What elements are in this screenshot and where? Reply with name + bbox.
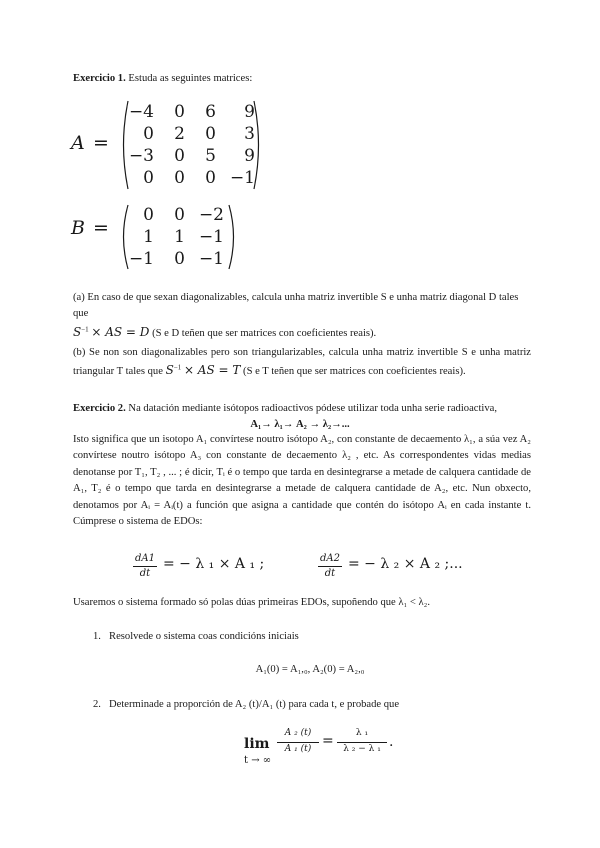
ex1-intro: Estuda as seguintes matrices: xyxy=(128,73,253,84)
part-a-formula-s: S xyxy=(73,324,82,339)
limit-period: . xyxy=(389,734,394,750)
part-a-text: En caso de que sexan diagonalizables, calcula unha matriz invertible S e unha matriz diagonal D tales que xyxy=(73,292,519,320)
matrix-b-cell: 0 xyxy=(174,249,185,269)
ex1-heading xyxy=(73,71,533,87)
matrix-a-symbol: A xyxy=(71,132,85,154)
limit-result-bar xyxy=(337,742,387,743)
limit-result-numerator: λ ₁ xyxy=(355,728,369,738)
matrix-b-equals: = xyxy=(93,217,109,239)
part-b-label: (b) xyxy=(73,347,86,358)
ex1-part-a xyxy=(73,290,531,342)
matrix-b-symbol: B xyxy=(71,217,85,239)
matrix-b-cell: −1 xyxy=(128,249,154,269)
ex1-part-b xyxy=(73,345,531,381)
ode1-numerator: dA1 xyxy=(135,553,155,564)
ex2-heading xyxy=(73,401,533,417)
limit-lim: lim xyxy=(244,736,270,752)
ode2-denominator: dt xyxy=(324,568,336,579)
part-a-label: (a) xyxy=(73,292,85,303)
matrix-b-right-paren xyxy=(227,203,239,271)
matrix-b-cell: 1 xyxy=(143,227,154,247)
ode2-fraction-bar xyxy=(318,566,342,567)
ode-system xyxy=(133,553,473,585)
ode2-numerator: dA2 xyxy=(320,553,340,564)
decay-chain: A₁→ λ₁→ A₂ → λ₂→... xyxy=(250,419,350,430)
matrix-b-cell: −1 xyxy=(198,227,224,247)
matrix-a-equals: = xyxy=(93,132,109,154)
matrix-a-cell: 5 xyxy=(205,146,216,166)
part-b-formula-s: S xyxy=(165,363,174,378)
matrix-a-cell: 3 xyxy=(244,124,255,144)
ex2-paragraph: Isto significa que un isotopo A₁ convírtese noutro isótopo A₂, con constante de decaemento λ₁, a súa vez A₂ convírtese noutro isótopo A₃ con constante de decaemento λ₂ , etc. As correspondentes vidas medias denotanse por T₁, T₂ , ... ; é dicir, Tᵢ é o tempo que tarda en desintegrarse a metade de calquera cantidade de A₁, T₂ é o tempo que tarda en desintegrarse a metade de calquera cantidade de A₂, etc. Nun obxecto, denotamos por Aᵢ = Aᵢ(t) a función que asigna a cantidade que contén do isótopo Aᵢ en cada instante t. Cúmprese o sistema de EDOs: xyxy=(73,434,531,528)
part-a-formula-sup: −1 xyxy=(81,325,89,334)
limit-formula xyxy=(244,728,404,772)
part-a-note: (S e D teñen que ser matrices con coeficientes reais). xyxy=(152,327,377,339)
matrix-a-cell: 0 xyxy=(143,124,154,144)
limit-numerator: A ₂ (t) xyxy=(284,728,312,738)
matrix-b-cell: 0 xyxy=(143,205,154,225)
matrix-a-cell: 0 xyxy=(205,168,216,188)
matrix-a-cell: −1 xyxy=(229,168,255,188)
item1-text: Resolvede o sistema coas condicións iniciais xyxy=(109,631,299,642)
matrix-a-cell: 0 xyxy=(174,168,185,188)
part-b-note: (S e T teñen que ser matrices con coeficientes reais). xyxy=(243,366,466,378)
limit-subscript: t → ∞ xyxy=(244,755,272,766)
ex2-label: Exercicio 2. xyxy=(73,403,126,414)
matrix-a-right-paren xyxy=(252,99,264,191)
part-b-text: Se non son diagonalizables pero son triangularizables, calcula unha matriz invertible S e unha matriz triangular T tales que xyxy=(73,347,531,378)
ode2-rhs: = − λ ₂ × A ₂ ;... xyxy=(348,556,463,572)
part-a-formula-rest: × AS = D xyxy=(91,324,150,339)
ode1-denominator: dt xyxy=(139,568,151,579)
matrix-a-cell: 0 xyxy=(174,102,185,122)
part-b-formula-sup: −1 xyxy=(173,363,182,372)
matrix-a-cell: 0 xyxy=(174,146,185,166)
matrix-a-entries xyxy=(128,102,255,190)
matrix-a-cell: 2 xyxy=(174,124,185,144)
matrix-a-cell: 0 xyxy=(143,168,154,188)
matrix-b-cell: −1 xyxy=(198,249,224,269)
matrix-a-cell: −3 xyxy=(128,146,154,166)
limit-denominator: A ₁ (t) xyxy=(284,744,312,754)
ode1-fraction-bar xyxy=(133,566,157,567)
matrix-b-cell: −2 xyxy=(198,205,224,225)
ode1-rhs: = − λ ₁ × A ₁ ; xyxy=(163,556,265,572)
matrix-a-cell: −4 xyxy=(128,102,154,122)
limit-equals: = xyxy=(322,733,334,749)
matrix-a-cell: 9 xyxy=(244,146,255,166)
matrix-b-entries xyxy=(128,205,224,271)
matrix-a-cell: 6 xyxy=(205,102,216,122)
matrix-b-cell: 1 xyxy=(174,227,185,247)
ex1-label: Exercicio 1. xyxy=(73,73,126,84)
ex2-intro: Na datación mediante isótopos radioactivos pódese utilizar toda unha serie radioactiva, xyxy=(128,403,498,414)
item2-text: Determinade a proporción de A₂ (t)/A₁ (t) para cada t, e probade que xyxy=(109,699,400,710)
matrix-b-cell: 0 xyxy=(174,205,185,225)
limit-fraction-bar xyxy=(277,742,319,743)
part-b-formula-rest: × AS = T xyxy=(183,363,241,378)
matrix-a-cell: 9 xyxy=(244,102,255,122)
item2-number: 2. xyxy=(93,699,101,710)
matrix-a-cell: 0 xyxy=(205,124,216,144)
item1-number: 1. xyxy=(93,631,101,642)
initial-conditions: A₁(0) = A₁,₀, A₂(0) = A₂,₀ xyxy=(255,664,365,675)
ex2-usage: Usaremos o sistema formado só polas dúas primeiras EDOs, supoñendo que λ₁ < λ₂. xyxy=(73,597,430,608)
limit-result-denominator: λ ₂ − λ ₁ xyxy=(343,744,381,754)
